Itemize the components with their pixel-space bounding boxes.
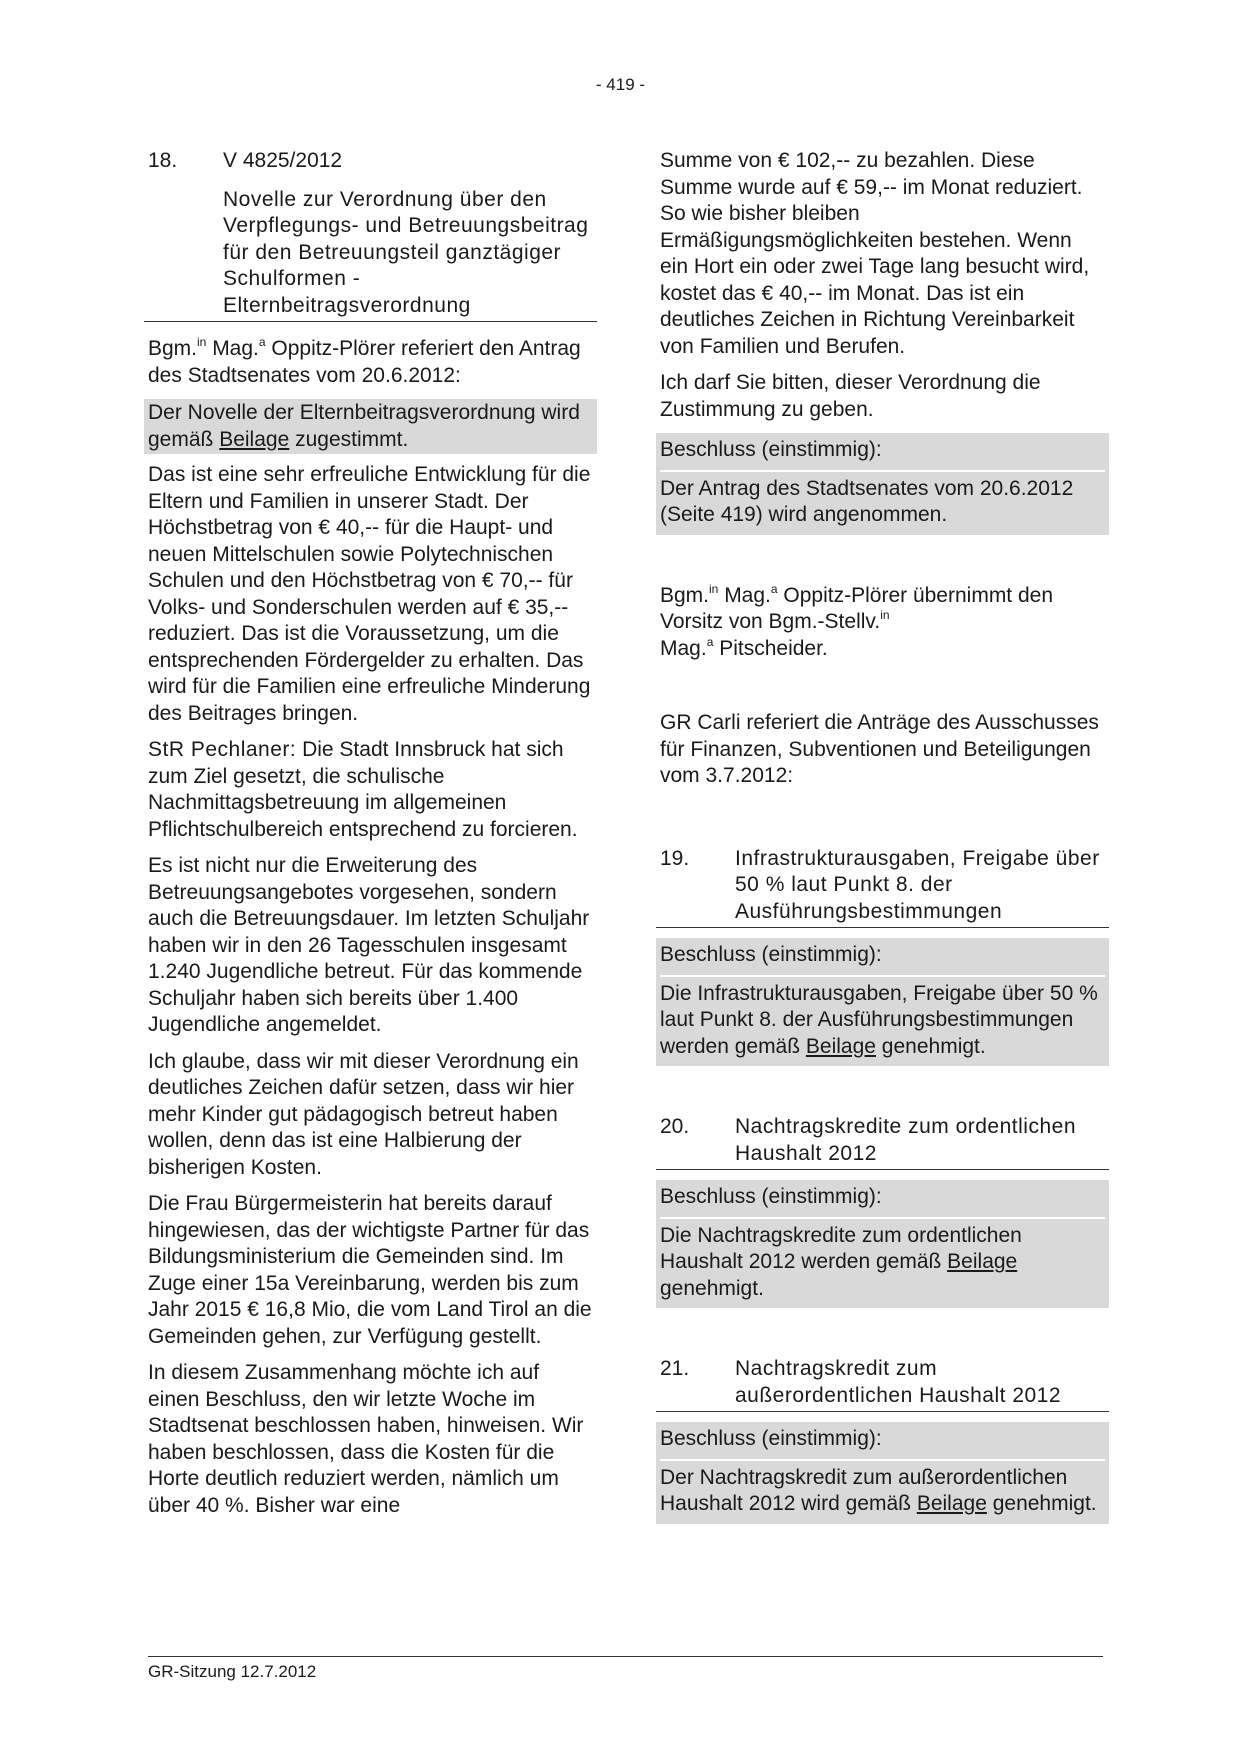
paragraph: Summe von € 102,-- zu bezahlen. Diese Summe wurde auf € 59,-- im Monat reduziert. So wie bisher bleiben Ermäßigungsmöglichkeiten bestehen. Wenn ein Hort ein oder zwei Tage lang besucht wird, kostet das € 40,-- im Monat. Das ist ein deutliches Zeichen in Richtung Vereinbarkeit von Familien und Berufen. — [660, 149, 1090, 358]
paragraph: StR Pechlaner: Die Stadt Innsbruck hat sich zum Ziel gesetzt, die schulische Nachmittagsbetreuung im allgemeinen Pflichtschulbereich entsprechend zu forcieren. — [148, 738, 578, 841]
item-title: Infrastrukturausgaben, Freigabe über 50 % laut Punkt 8. der Ausführungsbestimmungen — [735, 846, 1100, 923]
beilage-link[interactable]: Beilage — [805, 1034, 876, 1058]
item-number: 20. — [660, 1115, 690, 1138]
right-column — [660, 148, 1105, 1524]
beschluss-box-20 — [656, 1180, 1109, 1308]
paragraph: In diesem Zusammenhang möchte ich auf einen Beschluss, den wir letzte Woche im Stadtsenat beschlossen haben, hinweisen. Wir haben beschlossen, dass die Kosten für die Horte deutlich reduziert werden, nämlich um über 40 %. Bisher war eine — [148, 1361, 584, 1517]
item-21-header — [656, 1356, 1109, 1412]
beschluss-text: Der Nachtragskredit zum außerordentlichen Haushalt 2012 wird gemäß Beilage genehmigt. — [660, 1465, 1097, 1515]
beschluss-text: Die Nachtragskredite zum ordentlichen Haushalt 2012 werden gemäß Beilage genehmigt. — [660, 1223, 1022, 1300]
beschluss-box-21 — [656, 1422, 1109, 1524]
carli-paragraph: GR Carli referiert die Anträge des Ausschusses für Finanzen, Subventionen und Beteiligungen vom 3.7.2012: — [660, 711, 1099, 787]
item-18-header — [144, 148, 597, 322]
paragraph: Die Frau Bürgermeisterin hat bereits darauf hingewiesen, das der wichtigste Partner für das Bildungsministerium die Gemeinden sind. Im Zuge einer 15a Vereinbarung, werden bis zum Jahr 2015 € 16,8 Mio, die vom Land Tirol an die Gemeinden gehen, zur Verfügung gestellt. — [148, 1192, 592, 1348]
item-19-header — [656, 846, 1109, 929]
beilage-link[interactable]: Beilage — [916, 1492, 987, 1515]
item-reference: V 4825/2012 — [223, 149, 343, 172]
item-title: Novelle zur Verordnung über den Verpflegungs- und Betreuungsbeitrag für den Betreuungsteil ganztägiger Schulformen - Elternbeitragsverordnung — [223, 187, 589, 317]
item-number: 18. — [148, 149, 178, 172]
speaker: StR Pechlaner: — [148, 738, 297, 761]
beschluss-text: Die Infrastrukturausgaben, Freigabe über 50 % laut Punkt 8. der Ausführungsbestimmungen werden gemäß Beilage genehmigt. — [660, 981, 1098, 1058]
beschluss-label: Beschluss (einstimmig): — [660, 938, 1105, 977]
paragraph: Es ist nicht nur die Erweiterung des Betreuungsangebotes vorgesehen, sondern auch die Betreuungsdauer. Im letzten Schuljahr haben wir in den 26 Tagesschulen insgesamt 1.240 Jugendliche betreut. Für das kommende Schuljahr haben sich bereits über 1.400 Jugendliche angemeldet. — [148, 854, 590, 1036]
beschluss-label: Beschluss (einstimmig): — [660, 1422, 1105, 1461]
beschluss-box-19 — [656, 938, 1109, 1066]
item-title: Nachtragskredit zum außerordentlichen Haushalt 2012 — [735, 1357, 1062, 1407]
beschluss-label: Beschluss (einstimmig): — [660, 1180, 1105, 1219]
page-number: - 419 - — [595, 75, 646, 94]
item-20-header — [656, 1114, 1109, 1170]
beschluss-box-18 — [656, 433, 1109, 535]
antrag-box: Der Novelle der Elternbeitragsverordnung wird gemäß Beilage zugestimmt. — [144, 399, 597, 454]
item-number: 19. — [660, 846, 690, 870]
paragraph: Ich glaube, dass wir mit dieser Verordnung ein deutliches Zeichen dafür setzen, dass wir hier mehr Kinder gut pädagogisch betreut haben wollen, denn das ist eine Halbierung der bisherigen Kosten. — [148, 1049, 579, 1179]
footer-divider — [148, 1656, 1103, 1657]
left-column — [148, 148, 593, 1529]
item-title: Nachtragskredite zum ordentlichen Haushalt 2012 — [735, 1115, 1076, 1165]
paragraph: Das ist eine sehr erfreuliche Entwicklung für die Eltern und Familien in unserer Stadt. Der Höchstbetrag von € 40,-- für die Haupt- und neuen Mittelschulen sowie Polytechnischen Schulen und den Höchstbetrag von € 70,-- für Volks- und Sonderschulen werden auf € 35,-- reduziert. Das ist die Voraussetzung, um die entsprechenden Fördergelder zu erhalten. Das wird für die Familien eine erfreuliche Minderung des Beitrages bringen. — [148, 463, 591, 725]
item-number: 21. — [660, 1357, 690, 1380]
paragraph: Ich darf Sie bitten, dieser Verordnung die Zustimmung zu geben. — [660, 371, 1041, 421]
beschluss-text: Der Antrag des Stadtsenates vom 20.6.2012 (Seite 419) wird angenommen. — [660, 476, 1074, 526]
beilage-link[interactable]: Beilage — [947, 1250, 1018, 1273]
beilage-link[interactable]: Beilage — [219, 427, 290, 451]
vorsitz-paragraph: Bgm.$^{in}$ Mag.$^a$ Oppitz-Plörer übernimmt den Vorsitz von Bgm.-Stellv.$^{in}$ Mag.$^a$ Pitscheider. — [660, 581, 1054, 660]
footer-text: GR-Sitzung 12.7.2012 — [148, 1662, 317, 1681]
beschluss-label: Beschluss (einstimmig): — [660, 433, 1105, 472]
referent-line: Bgm.$^{in}$ Mag.$^a$ Oppitz-Plörer referiert den Antrag des Stadtsenates vom 20.6.2012: — [148, 335, 581, 387]
